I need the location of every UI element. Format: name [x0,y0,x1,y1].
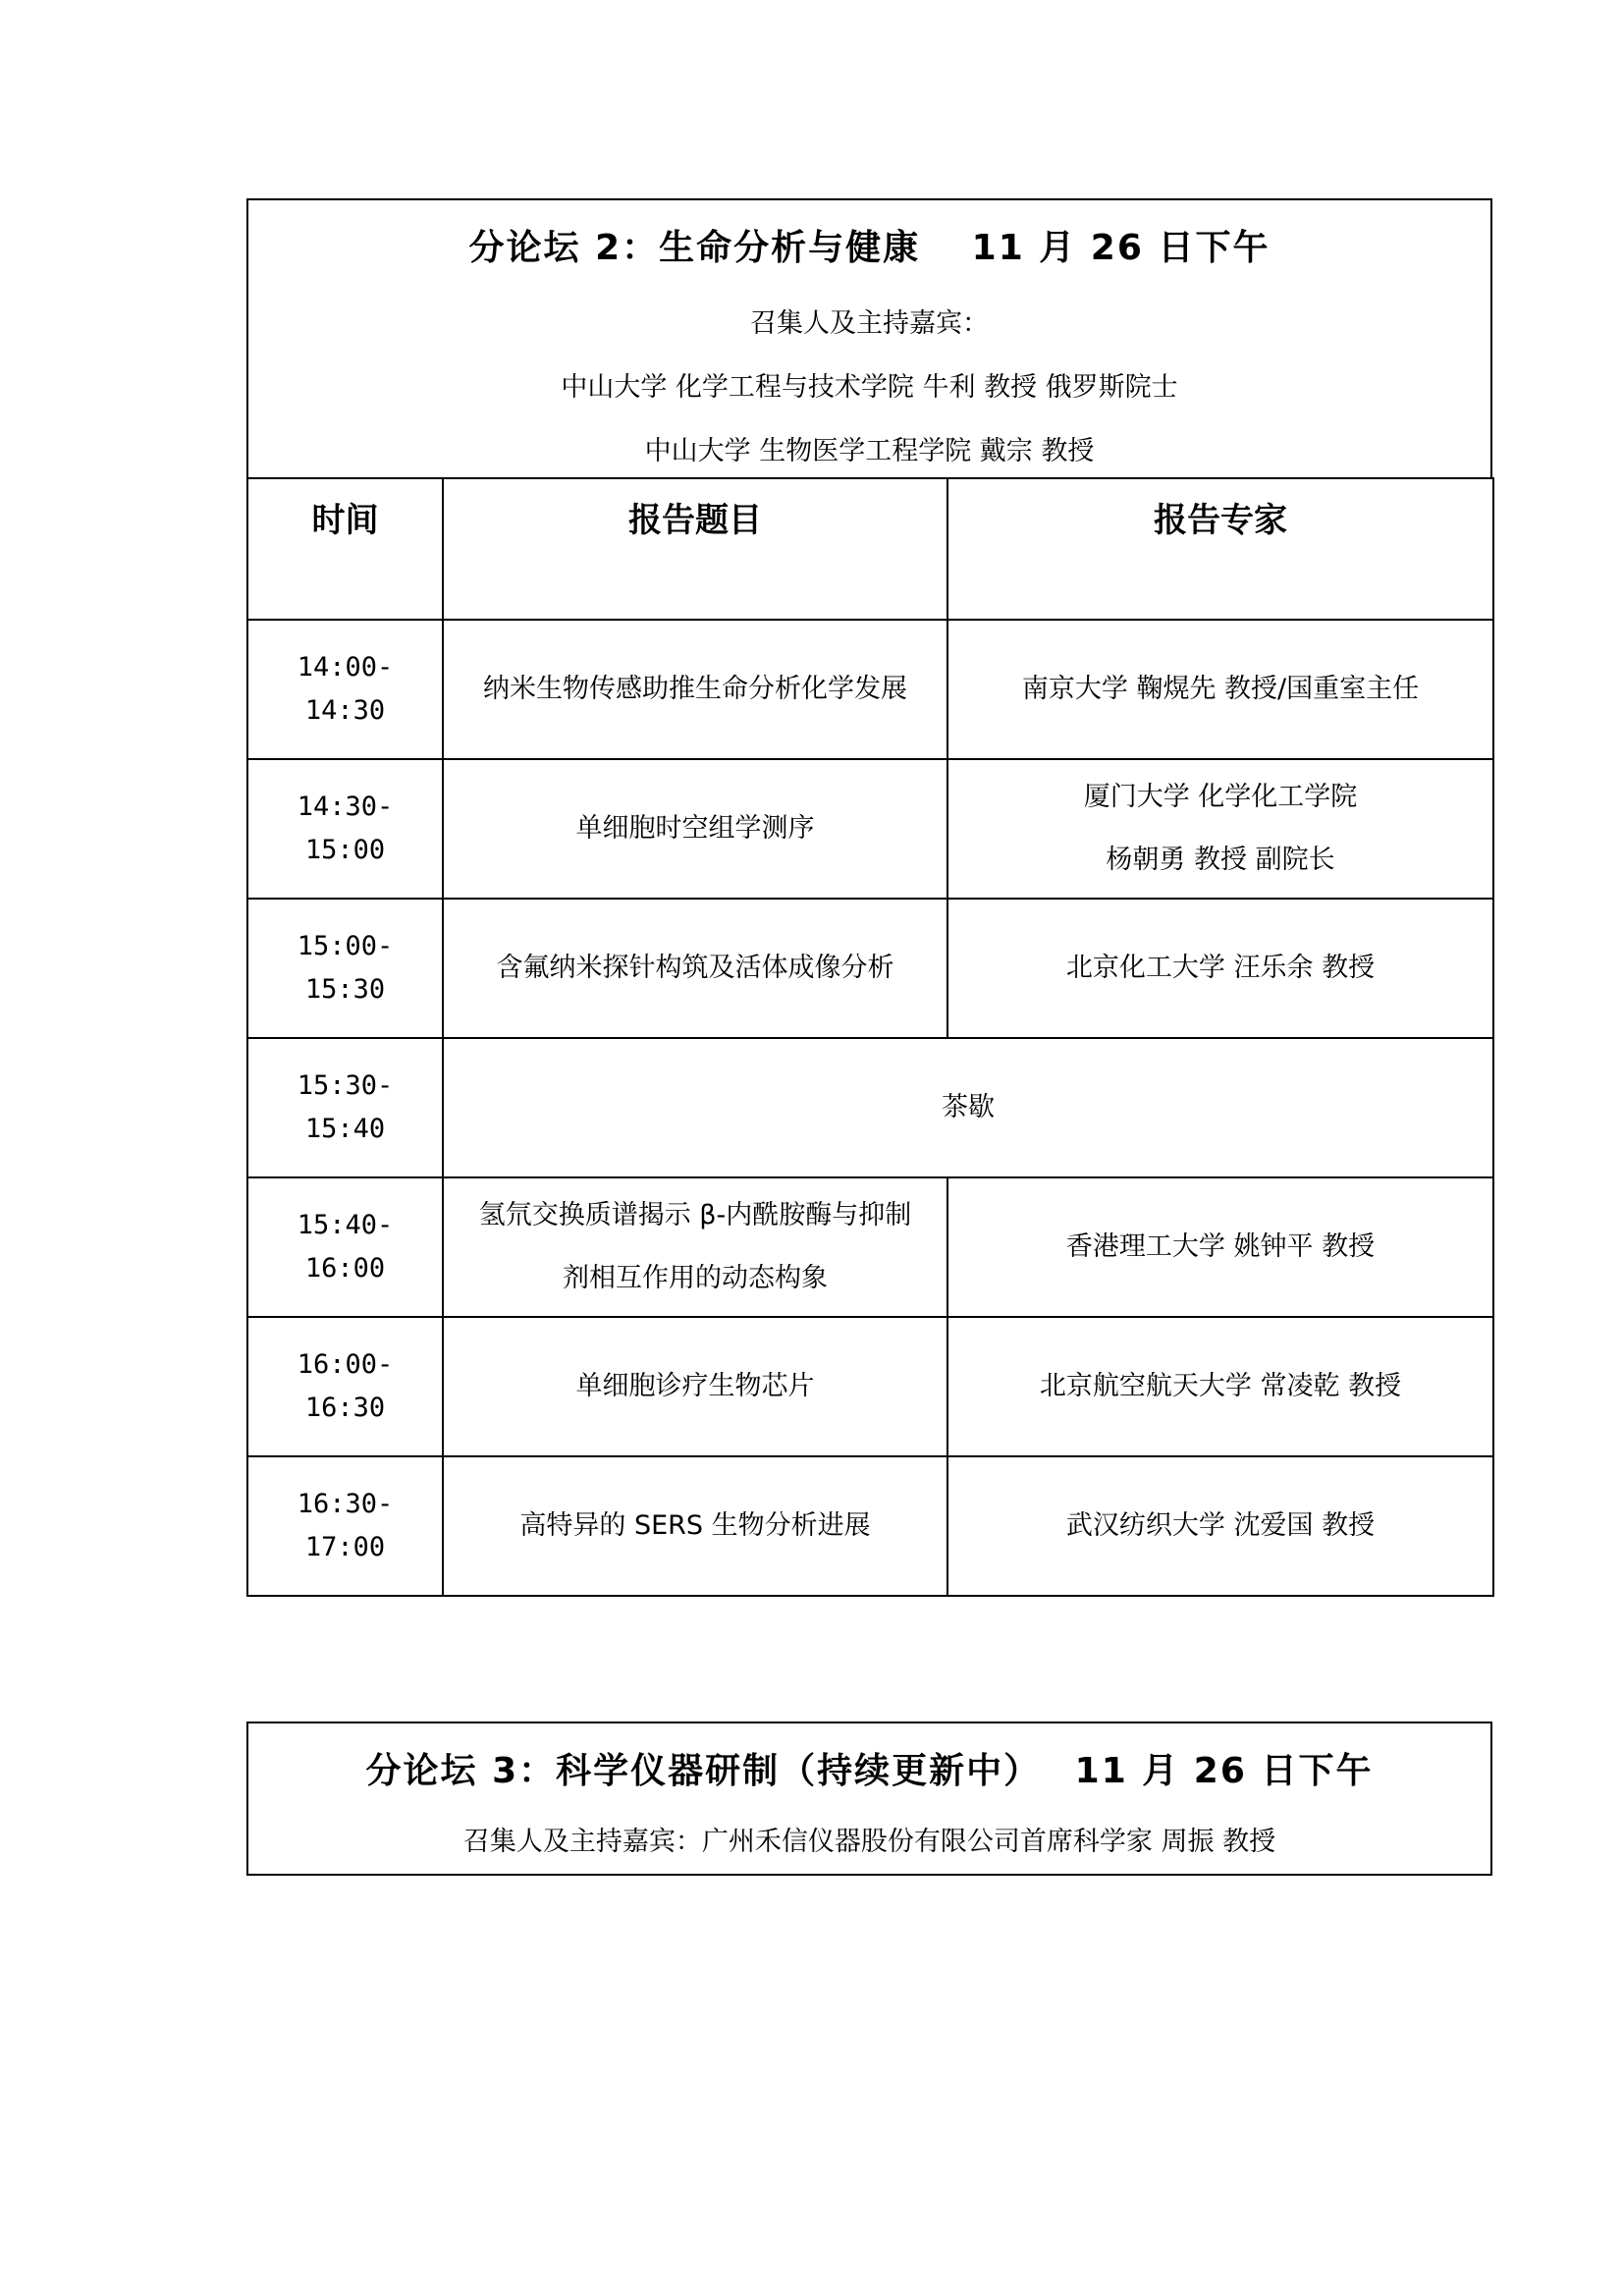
time-cell: 14:00-14:30 [247,620,443,759]
speaker-line: 武汉纺织大学 沈爱国 教授 [1065,1510,1376,1541]
speaker-line: 北京化工大学 汪乐余 教授 [1065,953,1376,983]
time-cell: 16:00-16:30 [247,1317,443,1456]
speaker-line: 杨朝勇 教授 副院长 [1106,845,1335,875]
speaker-line: 香港理工大学 姚钟平 教授 [1065,1231,1376,1262]
speaker-cell [947,620,1493,759]
column-header-time: 时间 [247,478,443,620]
forum-2-host-2: 中山大学 生物医学工程学院 戴宗 教授 [644,436,1095,466]
table-header-row [247,478,1493,620]
table-row [247,759,1493,899]
table-row [247,1317,1493,1456]
forum-2-title: 分论坛 2：生命分析与健康 11 月 26 日下午 [468,228,1271,268]
forum-3-host: 召集人及主持嘉宾：广州禾信仪器股份有限公司首席科学家 周振 教授 [462,1827,1276,1857]
time-cell: 15:40-16:00 [247,1177,443,1317]
tea-break-cell: 茶歇 [443,1038,1493,1177]
column-header-topic: 报告题目 [443,478,947,620]
topic-cell [443,1456,947,1596]
table-row [247,1456,1493,1596]
topic-line: 剂相互作用的动态构象 [563,1263,828,1293]
speaker-cell [947,1456,1493,1596]
topic-line: 氢氘交换质谱揭示 β-内酰胺酶与抑制 [478,1200,912,1230]
topic-cell [443,620,947,759]
forum-2-section [246,198,1492,1593]
forum-3-section [246,1722,1492,1876]
topic-line: 单细胞时空组学测序 [575,813,815,844]
speaker-cell [947,1317,1493,1456]
forum-2-header [246,198,1492,479]
topic-cell [443,1317,947,1456]
speaker-line: 北京航空航天大学 常凌乾 教授 [1039,1371,1402,1401]
schedule-table [246,477,1494,1597]
forum-3-title: 分论坛 3：科学仪器研制（持续更新中） 11 月 26 日下午 [365,1751,1374,1791]
speaker-cell [947,759,1493,899]
topic-line: 纳米生物传感助推生命分析化学发展 [483,674,907,704]
topic-line: 单细胞诊疗生物芯片 [575,1371,815,1401]
time-cell: 14:30-15:00 [247,759,443,899]
topic-line: 高特异的 SERS 生物分析进展 [519,1510,871,1541]
speaker-cell [947,899,1493,1038]
forum-2-host-1: 中山大学 化学工程与技术学院 牛利 教授 俄罗斯院士 [561,372,1178,403]
topic-cell [443,759,947,899]
time-cell: 15:00-15:30 [247,899,443,1038]
column-header-speaker: 报告专家 [947,478,1493,620]
table-row [247,1177,1493,1317]
table-row-break [247,1038,1493,1177]
topic-line: 含氟纳米探针构筑及活体成像分析 [496,953,894,983]
time-cell: 15:30-15:40 [247,1038,443,1177]
time-cell: 16:30-17:00 [247,1456,443,1596]
speaker-line: 南京大学 鞠熀先 教授/国重室主任 [1021,674,1420,704]
speaker-cell [947,1177,1493,1317]
table-row [247,620,1493,759]
topic-cell [443,899,947,1038]
topic-cell [443,1177,947,1317]
speaker-line: 厦门大学 化学化工学院 [1083,782,1358,812]
table-row [247,899,1493,1038]
forum-2-host-label: 召集人及主持嘉宾： [750,308,989,339]
